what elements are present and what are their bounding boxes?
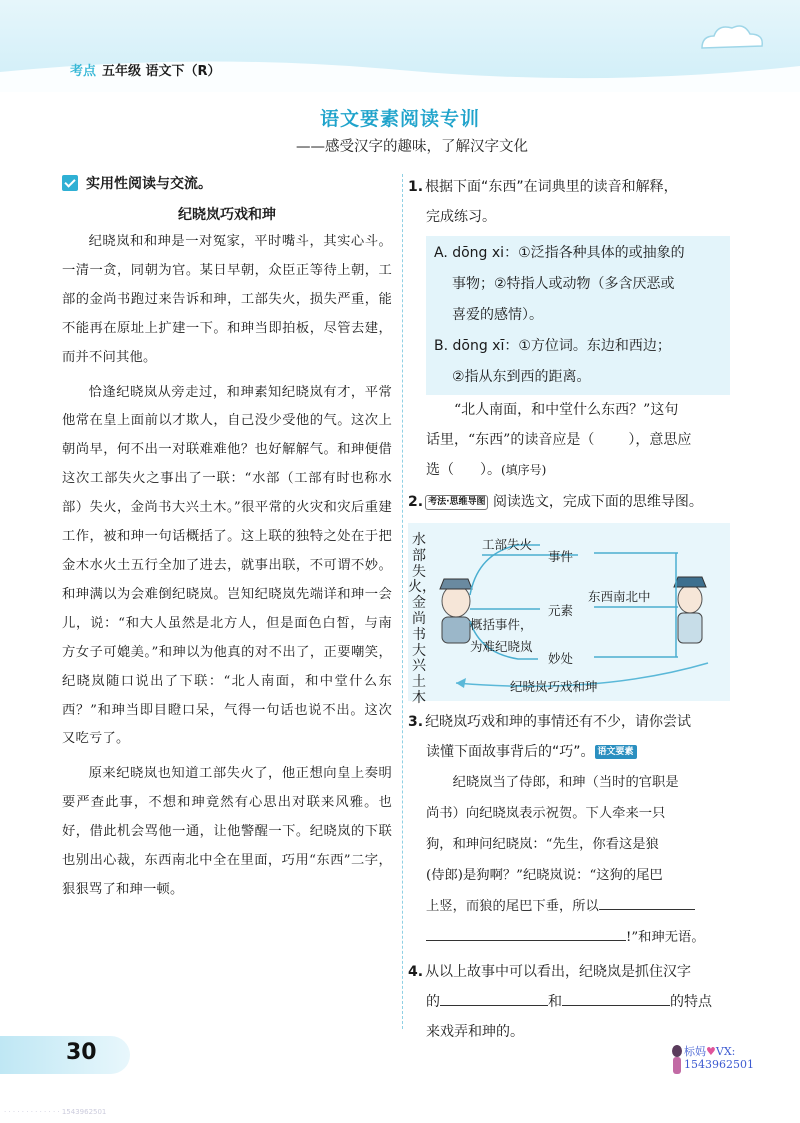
- dictionary-box: A. dōng xi：①泛指各种具体的或抽象的 事物；②特指人或动物（多含厌恶或 喜爱的感情）。 B. dōng xī：①方位词。东边和西边； ②指从东到西的距离。: [426, 236, 730, 395]
- answer-blank[interactable]: [440, 990, 548, 1006]
- mind-map-node: 元素: [548, 603, 574, 618]
- mind-map: [408, 523, 730, 706]
- mind-map-node: 纪晓岚巧戏和珅: [510, 679, 598, 694]
- answer-blank[interactable]: [426, 925, 626, 941]
- section-heading: 实用性阅读与交流。: [62, 170, 392, 196]
- column-divider: [402, 174, 403, 1029]
- reading-passage: [62, 170, 392, 905]
- mind-map-root: 水部失火，金尚书大兴土木: [408, 532, 436, 706]
- watermark-avatar-icon: [670, 1044, 684, 1076]
- question-tag: 考法·思维导图: [425, 495, 488, 510]
- story-title: 纪晓岚巧戏和珅: [178, 207, 276, 223]
- grade-label: 考点 五年级 语文下（R）: [70, 64, 221, 79]
- question-2: 2. 考法·思维导图 阅读选文，完成下面的思维导图。: [408, 494, 703, 510]
- question-1: 1. 根据下面“东西”在词典里的读音和解释， 完成练习。: [408, 179, 678, 225]
- official-figure-left: [440, 579, 472, 643]
- watermark: 标妈♥VX: 1543962501: [684, 1045, 754, 1071]
- story-paragraph: 原来纪晓岚也知道工部失火了，他正想向皇上奏明要严查此事，不想和珅竟然有心思出对联来风雅。也好，借此机会骂他一通，让他警醒一下。纪晓岚的下联也别出心裁，东西南北中全在里面，巧用“东西”二字，狠狠骂了和珅一顿。: [62, 766, 392, 897]
- mind-map-node: 为难纪晓岚: [470, 639, 533, 654]
- brand-label: 考点: [70, 64, 97, 79]
- answer-blank[interactable]: [599, 894, 695, 910]
- question-4: 4. 从以上故事中可以看出，纪晓岚是抓住汉字 的 和 的特点 来戏弄和珅的。: [408, 964, 712, 1040]
- mind-map-node: 妙处: [548, 651, 574, 666]
- page-subtitle: ——感受汉字的趣味，了解汉字文化: [296, 139, 528, 155]
- question-tag: 语文要素: [595, 745, 637, 759]
- story-paragraph: 纪晓岚和和珅是一对冤家，平时嘴斗，其实心斗。一清一贪，同朝为官。某日早朝，众臣正等待上朝，工部的金尚书跑过来告诉和珅，工部失火，损失严重，能不能再在原址上扩建一下。和珅当即拍板，尽管去建，而并不问其他。: [62, 234, 392, 365]
- official-figure-right: [674, 577, 706, 643]
- page-title: 语文要素阅读专训: [319, 108, 480, 130]
- page-number: 30: [0, 1036, 130, 1074]
- question-1-prompt: “北人南面，和中堂什么东西？”这句 话里，“东西”的读音应是（ ），意思应 选（ ）。(填序号): [426, 402, 692, 478]
- question-3: 3. 纪晓岚巧戏和珅的事情还有不少，请你尝试 读懂下面故事背后的“巧”。 语文要素: [408, 714, 692, 760]
- mind-map-node: 概括事件，: [470, 617, 533, 632]
- story-paragraph: 恰逢纪晓岚从旁走过，和珅素知纪晓岚有才，平常他常在皇上面前以才欺人，自己没少受他的气。这次上朝尚早，何不出一对联难难他？也好解解气。和珅便借这次工部失火之事出了一联：“水部（工部有时也称水部）失火，金尚书大兴土木。”很平常的火灾和灾后重建工作，被和珅一句话概括了。这上联的独特之处在于把金木水火土五行全加了进去，就事出联，不可谓不妙。和珅满以为会难倒纪晓岚。岂知纪晓岚先端详和珅一会儿，说：“和大人虽然是北方人，但是面色白皙，与南方女子可媲美。”和珅以为他真的对不出了，正要嘲笑，纪晓岚随口说出了下联：“北人南面，和中堂什么东西？”和珅当即目瞪口呆，气得一句话也说不出。这次又吃亏了。: [62, 384, 392, 747]
- questions: [408, 172, 730, 1047]
- mind-map-node: 工部失火: [482, 537, 533, 552]
- question-3-story: 纪晓岚当了侍郎，和珅（当时的官职是 尚书）向纪晓岚表示祝贺。下人牵来一只 狗，和珅问纪晓岚：“先生，你看这是狼 (侍郎)是狗啊？”纪晓岚说：“这狗的尾巴 上竖，而狼的尾巴下垂，所以 !”和珅无语。: [426, 775, 705, 945]
- cloud-icon: [692, 18, 772, 58]
- checkbox-icon: [62, 175, 78, 191]
- mind-map-node: 东西南北中: [588, 589, 651, 604]
- mind-map-node: 事件: [548, 549, 574, 564]
- bottom-watermark: · · · · · · · · · · · · · 1543962501: [4, 1108, 107, 1116]
- story-body: [62, 228, 392, 905]
- answer-blank[interactable]: [562, 990, 670, 1006]
